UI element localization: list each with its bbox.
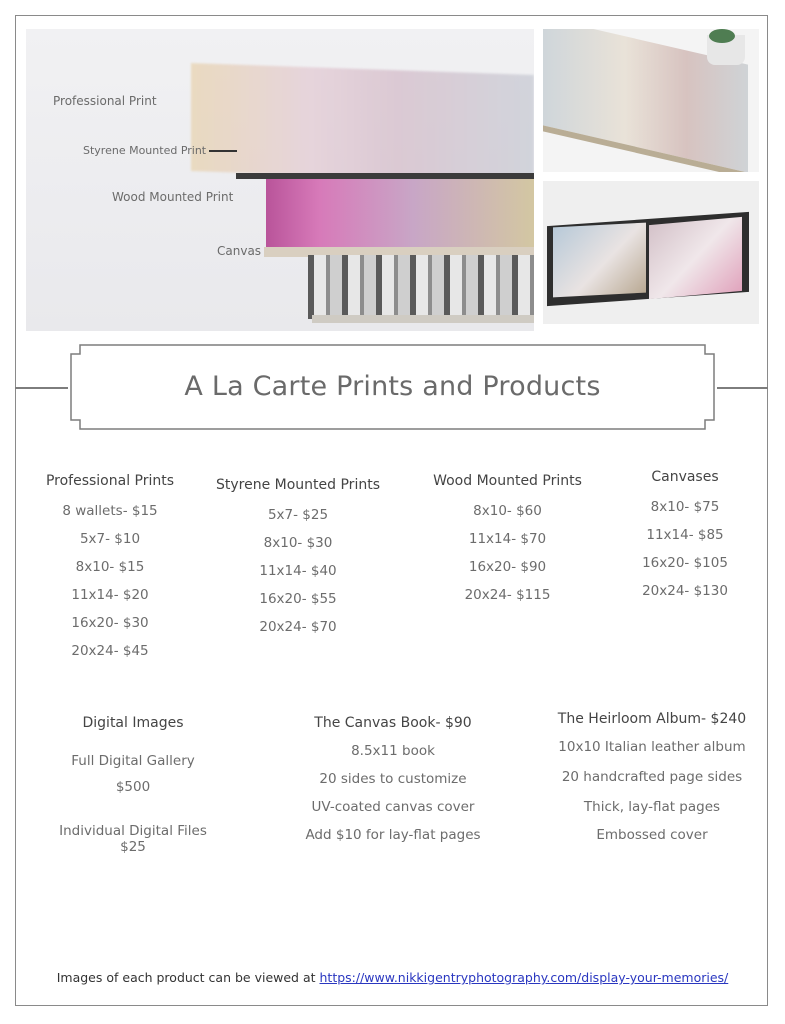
- professional-print-layer: [191, 63, 534, 183]
- digital-gallery-label: Full Digital Gallery: [71, 753, 195, 769]
- display-memories-link[interactable]: https://www.nikkigentryphotography.com/display-your-memories/: [319, 970, 729, 985]
- styrene-leader-line: [209, 150, 237, 152]
- album-feature: 20 handcrafted page sides: [561, 769, 743, 785]
- heading-professional-prints: Professional Prints: [45, 473, 175, 489]
- album-photo-bottom: [543, 181, 759, 324]
- album-photo-top: [543, 29, 759, 172]
- price-item: 8 wallets- $15: [62, 503, 158, 519]
- banner-rule-left: [15, 387, 68, 389]
- album-page-right: [649, 217, 742, 299]
- footer-text: Images of each product can be viewed at: [56, 970, 320, 985]
- price-item: 11x14- $40: [259, 563, 337, 579]
- canvas-base: [312, 315, 534, 323]
- price-item: 16x20- $90: [468, 559, 547, 575]
- plant-leaves: [709, 29, 735, 43]
- column-canvases: [620, 469, 750, 599]
- price-item: 20x24- $70: [259, 619, 337, 635]
- column-heirloom-album: [540, 711, 764, 843]
- heading-canvas-book: The Canvas Book- $90: [314, 715, 472, 731]
- digital-gallery-price: $500: [115, 779, 151, 795]
- column-digital-images: [38, 715, 228, 855]
- canvas-layer: [308, 255, 534, 319]
- book-feature: Add $10 for lay-flat pages: [305, 827, 481, 843]
- price-item: 20x24- $130: [642, 583, 728, 599]
- banner-rule-right: [717, 387, 768, 389]
- price-item: 20x24- $45: [71, 643, 149, 659]
- label-wood-mounted-print: Wood Mounted Print: [112, 190, 234, 204]
- price-item: 8x10- $75: [650, 499, 720, 515]
- heading-wood-mounted-prints: Wood Mounted Prints: [433, 473, 582, 489]
- label-canvas: Canvas: [217, 244, 262, 258]
- book-feature: 8.5x11 book: [351, 743, 435, 759]
- price-item: 8x10- $60: [473, 503, 542, 519]
- album-page-left: [553, 223, 646, 298]
- price-item: 16x20- $105: [642, 555, 728, 571]
- label-professional-print: Professional Print: [53, 94, 157, 108]
- price-item: 11x14- $85: [646, 527, 724, 543]
- price-item: 11x14- $20: [71, 587, 149, 603]
- album-feature: 10x10 Italian leather album: [558, 739, 746, 755]
- book-feature: UV-coated canvas cover: [311, 799, 475, 815]
- price-item: 8x10- $30: [263, 535, 333, 551]
- album-feature: Thick, lay-flat pages: [583, 799, 721, 815]
- footer-note: [0, 970, 785, 985]
- price-item: 16x20- $30: [71, 615, 149, 631]
- digital-files-price: $25: [120, 839, 146, 855]
- heading-canvases: Canvases: [651, 469, 719, 485]
- heading-styrene-mounted-prints: Styrene Mounted Prints: [216, 477, 380, 493]
- heading-heirloom-album: The Heirloom Album- $240: [557, 711, 747, 727]
- label-styrene-mounted-print: Styrene Mounted Print: [83, 144, 207, 157]
- column-styrene-mounted-prints: [207, 477, 389, 635]
- price-item: 20x24- $115: [464, 587, 551, 603]
- price-item: 5x7- $10: [79, 531, 141, 547]
- book-feature: 20 sides to customize: [319, 771, 467, 787]
- print-layers-photo: [26, 29, 534, 331]
- title-banner: [66, 344, 719, 430]
- price-item: 16x20- $55: [259, 591, 337, 607]
- heading-digital-images: Digital Images: [82, 715, 184, 731]
- column-professional-prints: [30, 473, 190, 659]
- price-item: 11x14- $70: [468, 531, 547, 547]
- price-item: 8x10- $15: [75, 559, 145, 575]
- column-wood-mounted-prints: [420, 473, 595, 603]
- digital-files-label: Individual Digital Files: [59, 823, 207, 839]
- column-canvas-book: [288, 715, 498, 843]
- wood-mounted-layer: [266, 179, 534, 249]
- album-feature: Embossed cover: [596, 827, 708, 843]
- price-item: 5x7- $25: [267, 507, 329, 523]
- page-title: A La Carte Prints and Products: [184, 371, 601, 402]
